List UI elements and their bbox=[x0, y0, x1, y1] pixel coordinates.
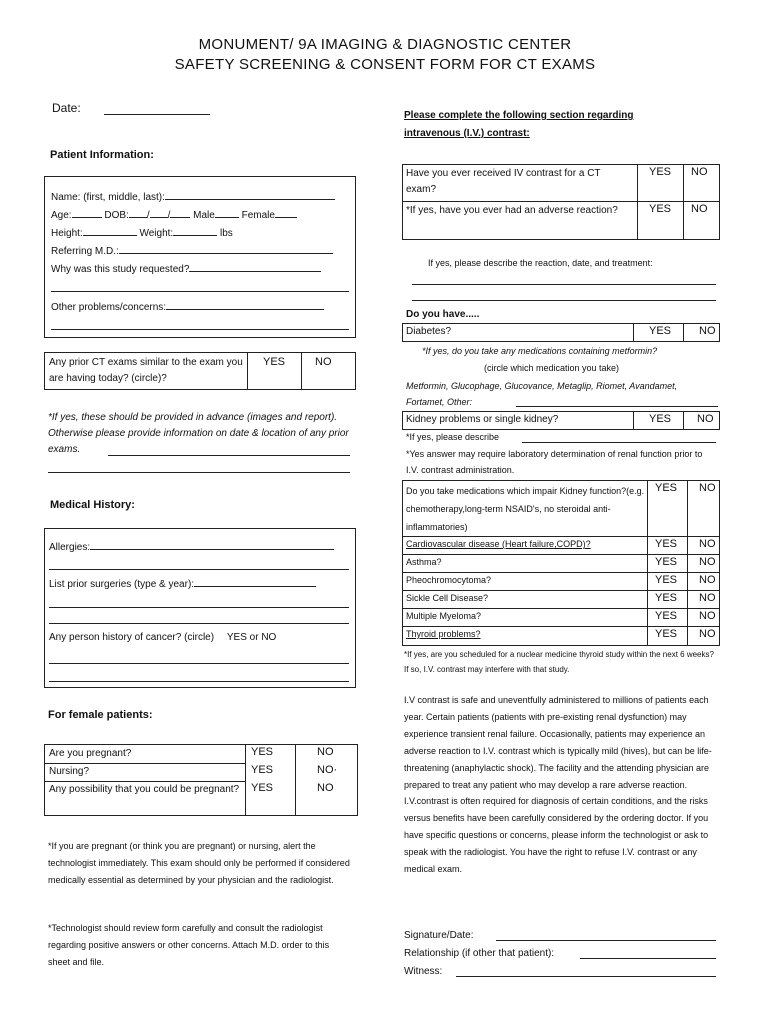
surgeries-field[interactable] bbox=[194, 574, 316, 587]
height-field[interactable] bbox=[83, 223, 137, 236]
dob-label: DOB: bbox=[104, 210, 129, 221]
signature-field[interactable] bbox=[496, 940, 716, 941]
referring-field[interactable] bbox=[119, 241, 333, 254]
pheochromocytoma-yes[interactable]: YES bbox=[655, 574, 678, 586]
age-label: Age: bbox=[51, 210, 72, 221]
other-label: Other problems/concerns: bbox=[51, 302, 167, 313]
possibility-yes[interactable]: YES bbox=[251, 782, 274, 794]
iv-reaction-yes[interactable]: YES bbox=[649, 203, 672, 215]
pregnant-no[interactable]: NO bbox=[317, 746, 334, 758]
kidney-lab-note: *Yes answer may require laboratory determination of renal function prior to I.V. contrast administration. bbox=[406, 449, 703, 475]
do-you-have-heading: Do you have..... bbox=[406, 309, 480, 320]
diabetes-no[interactable]: NO bbox=[699, 325, 716, 337]
weight-label: Weight: bbox=[139, 228, 174, 239]
surgeries-extra-line-2[interactable] bbox=[49, 623, 349, 624]
sickle-cell-question: Sickle Cell Disease? bbox=[406, 593, 489, 603]
dob-month-field[interactable] bbox=[129, 205, 147, 218]
nursing-question: Nursing? bbox=[49, 766, 90, 777]
signature-label: Signature/Date: bbox=[404, 930, 474, 941]
cancer-options[interactable]: YES or NO bbox=[226, 632, 277, 643]
female-heading: For female patients: bbox=[48, 709, 153, 721]
age-field[interactable] bbox=[72, 205, 102, 218]
iv-reaction-question: *If yes, have you ever had an adverse reaction? bbox=[406, 205, 618, 216]
prior-exams-extra-line[interactable] bbox=[48, 472, 350, 473]
other-extra-line[interactable] bbox=[51, 329, 349, 330]
thyroid-yes[interactable]: YES bbox=[655, 628, 678, 640]
metformin-meds[interactable]: Metformin, Glucophage, Glucovance, Metaglip, Riomet, Avandamet, Fortamet, Other: bbox=[406, 381, 678, 407]
sickle-cell-no[interactable]: NO bbox=[699, 592, 716, 604]
prior-exams-field[interactable] bbox=[108, 455, 350, 456]
thyroid-no[interactable]: NO bbox=[699, 628, 716, 640]
height-label: Height: bbox=[51, 228, 83, 239]
conditions-table bbox=[402, 480, 720, 646]
technologist-note: *Technologist should review form carefully and consult the radiologist regarding positive answers or other concerns. Attach M.D. order to this sheet and file. bbox=[48, 923, 330, 967]
male-field[interactable] bbox=[215, 205, 239, 218]
height-weight-row bbox=[51, 223, 351, 242]
allergies-row bbox=[49, 537, 353, 556]
pheochromocytoma-question: Pheochromocytoma? bbox=[406, 575, 492, 585]
dob-day-field[interactable] bbox=[150, 205, 168, 218]
kidney-describe-label: *If yes, please describe bbox=[406, 432, 500, 442]
pregnant-yes[interactable]: YES bbox=[251, 746, 274, 758]
cancer-extra-line-2[interactable] bbox=[49, 681, 349, 682]
meds-impair-no[interactable]: NO bbox=[699, 482, 716, 494]
male-label: Male bbox=[193, 210, 215, 221]
why-extra-line[interactable] bbox=[51, 291, 349, 292]
meds-impair-yes[interactable]: YES bbox=[655, 482, 678, 494]
iv-heading-line1: Please complete the following section regarding bbox=[404, 110, 634, 121]
possibility-question: Any possibility that you could be pregnant? bbox=[49, 784, 240, 795]
iv-describe-line-1[interactable] bbox=[412, 284, 716, 285]
age-dob-row bbox=[51, 205, 355, 224]
metformin-question: *If yes, do you take any medications containing metformin? bbox=[422, 346, 658, 356]
sickle-cell-yes[interactable]: YES bbox=[655, 592, 678, 604]
myeloma-no[interactable]: NO bbox=[699, 610, 716, 622]
dob-year-field[interactable] bbox=[170, 205, 190, 218]
date-field[interactable] bbox=[104, 114, 210, 115]
kidney-question: Kidney problems or single kidney? bbox=[406, 414, 559, 425]
iv-received-yes[interactable]: YES bbox=[649, 166, 672, 178]
iv-reaction-no[interactable]: NO bbox=[691, 203, 708, 215]
form-title-line2: SAFETY SCREENING & CONSENT FORM FOR CT EXAMS bbox=[174, 56, 596, 73]
pheochromocytoma-no[interactable]: NO bbox=[699, 574, 716, 586]
name-row bbox=[51, 187, 351, 206]
surgeries-row bbox=[49, 574, 353, 593]
prior-ct-question: Any prior CT exams similar to the exam you are having today? (circle)? bbox=[49, 357, 243, 384]
pregnancy-note: *If you are pregnant (or think you are pregnant) or nursing, alert the technologist immediately. This exam should only be performed if considered medically essential as determined by your physician and the radiologist. bbox=[48, 841, 350, 885]
asthma-question: Asthma? bbox=[406, 557, 442, 567]
cardiovascular-yes[interactable]: YES bbox=[655, 538, 678, 550]
witness-field[interactable] bbox=[456, 976, 716, 977]
asthma-no[interactable]: NO bbox=[699, 556, 716, 568]
referring-label: Referring M.D.: bbox=[51, 246, 119, 257]
female-label: Female bbox=[241, 210, 275, 221]
kidney-row bbox=[402, 411, 720, 430]
witness-label: Witness: bbox=[404, 966, 443, 977]
thyroid-question: Thyroid problems? bbox=[406, 629, 481, 639]
referring-row bbox=[51, 241, 355, 260]
medical-history-heading: Medical History: bbox=[50, 499, 135, 511]
allergies-extra-line[interactable] bbox=[49, 569, 349, 570]
iv-contrast-table bbox=[402, 164, 720, 240]
prior-ct-yes[interactable]: YES bbox=[263, 356, 286, 368]
patient-info-box bbox=[44, 176, 356, 338]
other-meds-field[interactable] bbox=[516, 406, 718, 407]
weight-field[interactable] bbox=[173, 223, 217, 236]
cardiovascular-no[interactable]: NO bbox=[699, 538, 716, 550]
name-label: Name: (first, middle, last): bbox=[51, 192, 165, 203]
iv-heading-line2: intravenous (I.V.) contrast: bbox=[404, 128, 530, 139]
dob-slash: / bbox=[167, 210, 171, 221]
nursing-yes[interactable]: YES bbox=[251, 764, 274, 776]
circle-instruction: (circle which medication you take) bbox=[484, 363, 620, 373]
pregnant-question: Are you pregnant? bbox=[49, 748, 132, 759]
kidney-no[interactable]: NO bbox=[697, 413, 714, 425]
iv-received-question: Have you ever received IV contrast for a CT exam? bbox=[406, 168, 601, 195]
other-field[interactable] bbox=[166, 297, 324, 310]
cancer-row bbox=[49, 630, 353, 646]
prior-ct-table bbox=[44, 352, 356, 390]
female-table bbox=[44, 744, 358, 816]
kidney-yes[interactable]: YES bbox=[649, 413, 672, 425]
dob-slash: / bbox=[146, 210, 150, 221]
female-field[interactable] bbox=[275, 205, 297, 218]
form-title-line1: MONUMENT/ 9A IMAGING & DIAGNOSTIC CENTER bbox=[198, 36, 572, 53]
diabetes-yes[interactable]: YES bbox=[649, 325, 672, 337]
cancer-extra-line-1[interactable] bbox=[49, 663, 349, 664]
myeloma-question: Multiple Myeloma? bbox=[406, 611, 482, 621]
possibility-no[interactable]: NO bbox=[317, 782, 334, 794]
iv-received-no[interactable]: NO bbox=[691, 166, 708, 178]
why-label: Why was this study requested? bbox=[51, 264, 190, 275]
allergies-field[interactable] bbox=[90, 537, 334, 550]
why-field[interactable] bbox=[189, 259, 321, 272]
prior-ct-note: *If yes, these should be provided in advance (images and report). Otherwise please provide information on date & location of any prior exams. bbox=[48, 412, 349, 455]
iv-describe-line-2[interactable] bbox=[412, 300, 716, 301]
why-row bbox=[51, 259, 355, 278]
nursing-no[interactable]: NO· bbox=[317, 764, 338, 776]
prior-ct-no[interactable]: NO bbox=[315, 356, 332, 368]
surgeries-label: List prior surgeries (type & year): bbox=[49, 579, 195, 590]
patient-info-heading: Patient Information: bbox=[50, 149, 154, 161]
diabetes-question: Diabetes? bbox=[406, 326, 452, 337]
lbs-label: lbs bbox=[219, 228, 233, 239]
cancer-label: Any person history of cancer? (circle) bbox=[49, 632, 215, 643]
other-row bbox=[51, 297, 355, 316]
medical-history-box bbox=[44, 528, 356, 688]
thyroid-note: *If yes, are you scheduled for a nuclear medicine thyroid study within the next 6 weeks? If so, I.V. contrast may interfere with that study. bbox=[404, 650, 714, 674]
date-label: Date: bbox=[52, 101, 81, 115]
diabetes-row bbox=[402, 323, 720, 342]
consent-paragraph: I.V contrast is safe and uneventfully administered to millions of patients each year. Certain patients (patients with pre-existing renal dysfunction) may experience transient renal failure. Occasionally, patients may experience an adverse reaction to I.V. contrast which is typically mild (hives), but can be life-threatening (anaphylactic shock). The facility and the attending physician are prepared to treat any patient who may develop a rare adverse reaction. I.V.contrast is often required for diagnosis of certain conditions, and the risks versus benefits have been carefully considered by the ordering doctor. If you have specific questions or concerns, please inform the technologist or ask to speak with the radiologist. You have the right to refuse I.V. contrast or any medical exam. bbox=[404, 695, 712, 875]
allergies-label: Allergies: bbox=[49, 542, 91, 553]
name-field[interactable] bbox=[165, 187, 335, 200]
relationship-field[interactable] bbox=[580, 958, 716, 959]
asthma-yes[interactable]: YES bbox=[655, 556, 678, 568]
surgeries-extra-line-1[interactable] bbox=[49, 607, 349, 608]
iv-describe-label: If yes, please describe the reaction, date, and treatment: bbox=[428, 258, 653, 268]
myeloma-yes[interactable]: YES bbox=[655, 610, 678, 622]
meds-impair-question: Do you take medications which impair Kidney function?(e.g. chemotherapy,long-term NSAID's, no steroidal anti-inflammatories) bbox=[406, 486, 645, 532]
relationship-label: Relationship (if other that patient): bbox=[404, 948, 555, 959]
kidney-describe-field[interactable] bbox=[522, 442, 716, 443]
cardiovascular-question: Cardiovascular disease (Heart failure,COPD)? bbox=[406, 539, 591, 549]
